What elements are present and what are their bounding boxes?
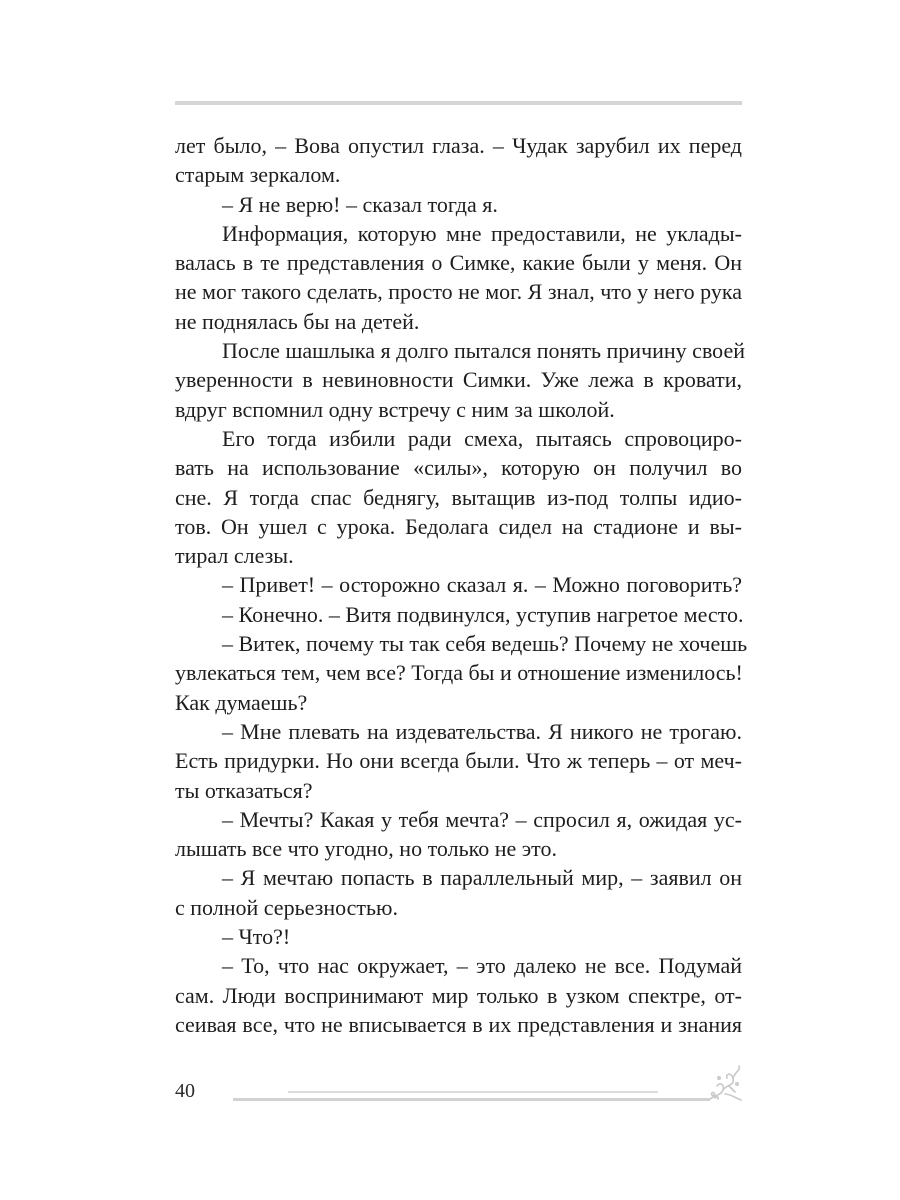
text-line: лышать все что угодно, но только не это. xyxy=(175,836,557,862)
text-line: Информация, которую мне предоставили, не уклады- xyxy=(222,220,742,246)
text-line: тов. Он ушел с урока. Бедолага сидел на стадионе и вы- xyxy=(175,513,742,539)
text-line: Его тогда избили ради смеха, пытаясь спровоциро- xyxy=(222,425,742,451)
footer-rule-short xyxy=(288,1091,658,1093)
text-line: не поднялась бы на детей. xyxy=(175,308,420,334)
text-line: тирал слезы. xyxy=(175,543,294,569)
text-line: Есть придурки. Но они всегда были. Что ж теперь – от меч- xyxy=(175,748,742,774)
text-line: сам. Люди воспринимают мир только в узком спектре, от- xyxy=(175,982,742,1008)
page-number: 40 xyxy=(175,1080,195,1102)
text-line: – Конечно. – Витя подвинулся, уступив нагретое место. xyxy=(222,601,744,627)
text-line: старым зеркалом. xyxy=(175,162,341,188)
text-line: уверенности в невиновности Симки. Уже лежа в кровати, xyxy=(175,367,742,393)
text-line: – Привет! – осторожно сказал я. – Можно поговорить? xyxy=(222,572,742,598)
text-line: Как думаешь? xyxy=(175,689,308,715)
floral-ornament-icon xyxy=(705,1064,745,1104)
footer-rule-long xyxy=(233,1098,709,1101)
text-line: – Мне плевать на издевательства. Я никого не трогаю. xyxy=(222,718,742,744)
text-line: ты отказаться? xyxy=(175,777,313,803)
text-line: – Мечты? Какая у тебя мечта? – спросил я, ожидая ус- xyxy=(222,806,742,832)
text-line: вать на использование «силы», которую он получил во xyxy=(175,455,742,481)
text-line: – Я мечтаю попасть в параллельный мир, – заявил он xyxy=(222,865,742,891)
text-line: – То, что нас окружает, – это далеко не все. Подумай xyxy=(222,953,742,979)
text-line: вдруг вспомнил одну встречу с ним за школой. xyxy=(175,396,615,422)
text-line: сеивая все, что не вписывается в их представления и знания xyxy=(175,1011,742,1037)
text-line: – Витек, почему ты так себя ведешь? Почему не хочешь xyxy=(222,631,748,657)
text-line: с полной серьезностью. xyxy=(175,894,398,920)
body-text xyxy=(175,131,748,1039)
text-line: сне. Я тогда спас беднягу, вытащив из-под толпы идио- xyxy=(175,484,742,510)
text-line: После шашлыка я долго пытался понять причину своей xyxy=(222,338,745,364)
text-line: не мог такого сделать, просто не мог. Я знал, что у него рука xyxy=(175,279,742,305)
header-rule xyxy=(175,101,742,105)
text-line: – Я не верю! – сказал тогда я. xyxy=(222,191,498,217)
text-line: – Что?! xyxy=(222,924,291,950)
text-line: лет было, – Вова опустил глаза. – Чудак зарубил их перед xyxy=(175,133,742,158)
text-line: валась в те представления о Симке, какие были у меня. Он xyxy=(175,250,742,276)
text-line: увлекаться тем, чем все? Тогда бы и отношение изменилось! xyxy=(175,660,743,686)
